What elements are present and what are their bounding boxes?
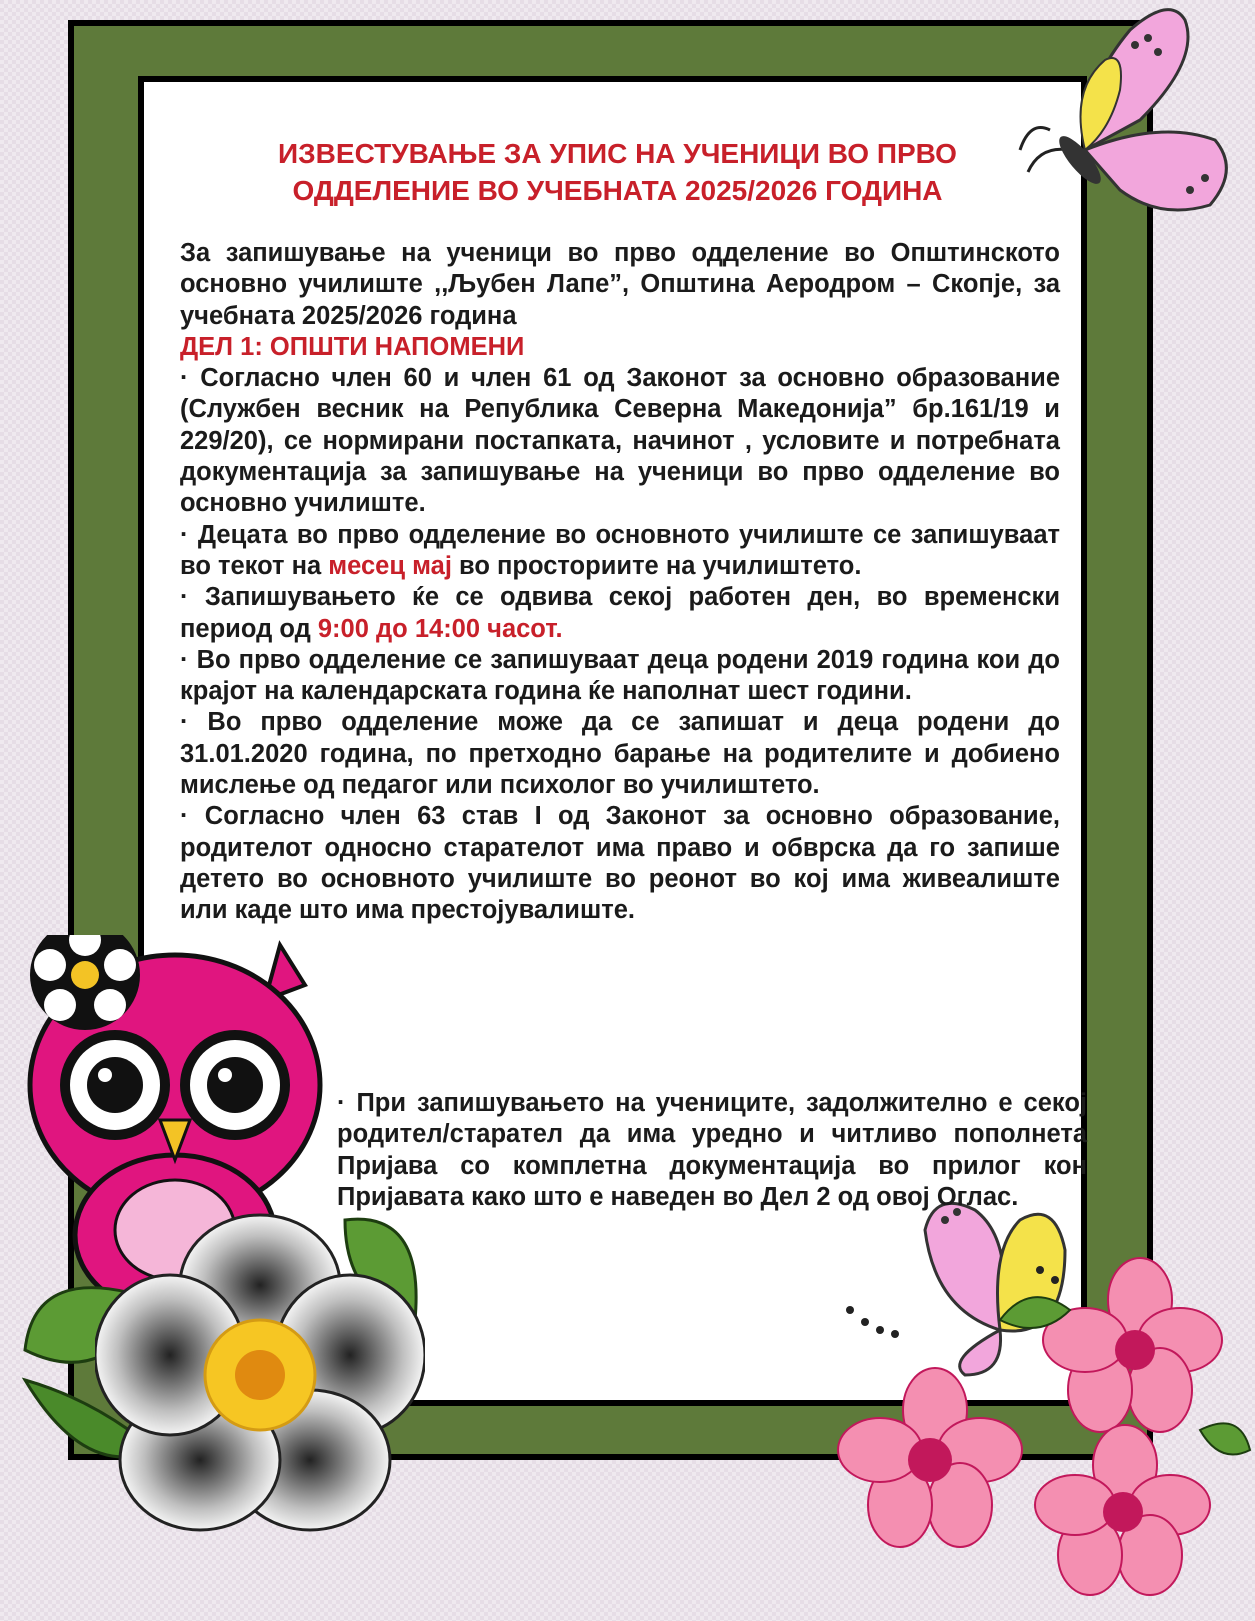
bullet-residence: · Согласно член 63 став I од Законот за основно образование, родителот односно старателот има право и обврска да го запише детето во основното училиште во реонот во кој има живеалиште или каде што има престојувалиште. (180, 802, 1060, 925)
page-title (150, 135, 1085, 209)
notice-body (180, 238, 1060, 927)
title-line-2: ОДДЕЛЕНИЕ ВО УЧЕБНАТА 2025/2026 ГОДИНА (292, 175, 943, 206)
flower-icon (830, 1250, 1255, 1621)
intro-paragraph: За запишување на ученици во прво одделение во Општинското основно училиште ,,Љубен Лапе”, Општина Аеродром – Скопје, за учебната 2025/2026 година (180, 239, 1060, 330)
butterfly-icon (1010, 0, 1255, 230)
bullet-birth-year: · Во прво одделение се запишуваат деца родени 2019 година кои до крајот на календарската година ќе наполнат шест години. (180, 645, 1060, 706)
bullet-application: · При запишувањето на учениците, задолжително е секој родител/старател да има уредно и читливо пополнета Пријава со комплетна документација во прилог кон Пријавата како што е наведен во Дел 2 од овој Оглас. (337, 1089, 1087, 1211)
bullet-law: · Согласно член 60 и член 61 од Законот за основно образование (Службен весник на Република Северна Македонија” бр.161/19 и 229/20), се нормирани постапката, начинот , условите и потребната документација за запишување на ученици во прво одделение во основно училиште. (180, 364, 1060, 518)
bullet-enrollment-month-post: во просториите на училиштето. (451, 551, 862, 580)
working-hours-highlight: 9:00 до 14:00 часот. (317, 614, 563, 643)
enrollment-month-highlight: месец мај (328, 551, 452, 580)
bullet-working-hours-pre: · Запишувањето ќе се одвива секој работен ден, во временски период од (180, 583, 1060, 643)
bullet-early-enrollment: · Во прво одделение може да се запишат и деца родени до 31.01.2020 година, по претходно барање на родителите и добиено мислење од педагог или психолог во училиштето. (180, 708, 1060, 800)
bullet-enrollment-month (180, 520, 1060, 583)
flower-icon (95, 1210, 425, 1540)
bullet-working-hours (180, 582, 1060, 645)
title-line-1: ИЗВЕСТУВАЊЕ ЗА УПИС НА УЧЕНИЦИ ВО ПРВО (278, 138, 957, 169)
bullet-enrollment-month-pre: · Децата во прво одделение во основното училиште се запишуваат во текот на (180, 520, 1060, 580)
section-heading: ДЕЛ 1: ОПШТИ НАПОМЕНИ (180, 332, 525, 361)
